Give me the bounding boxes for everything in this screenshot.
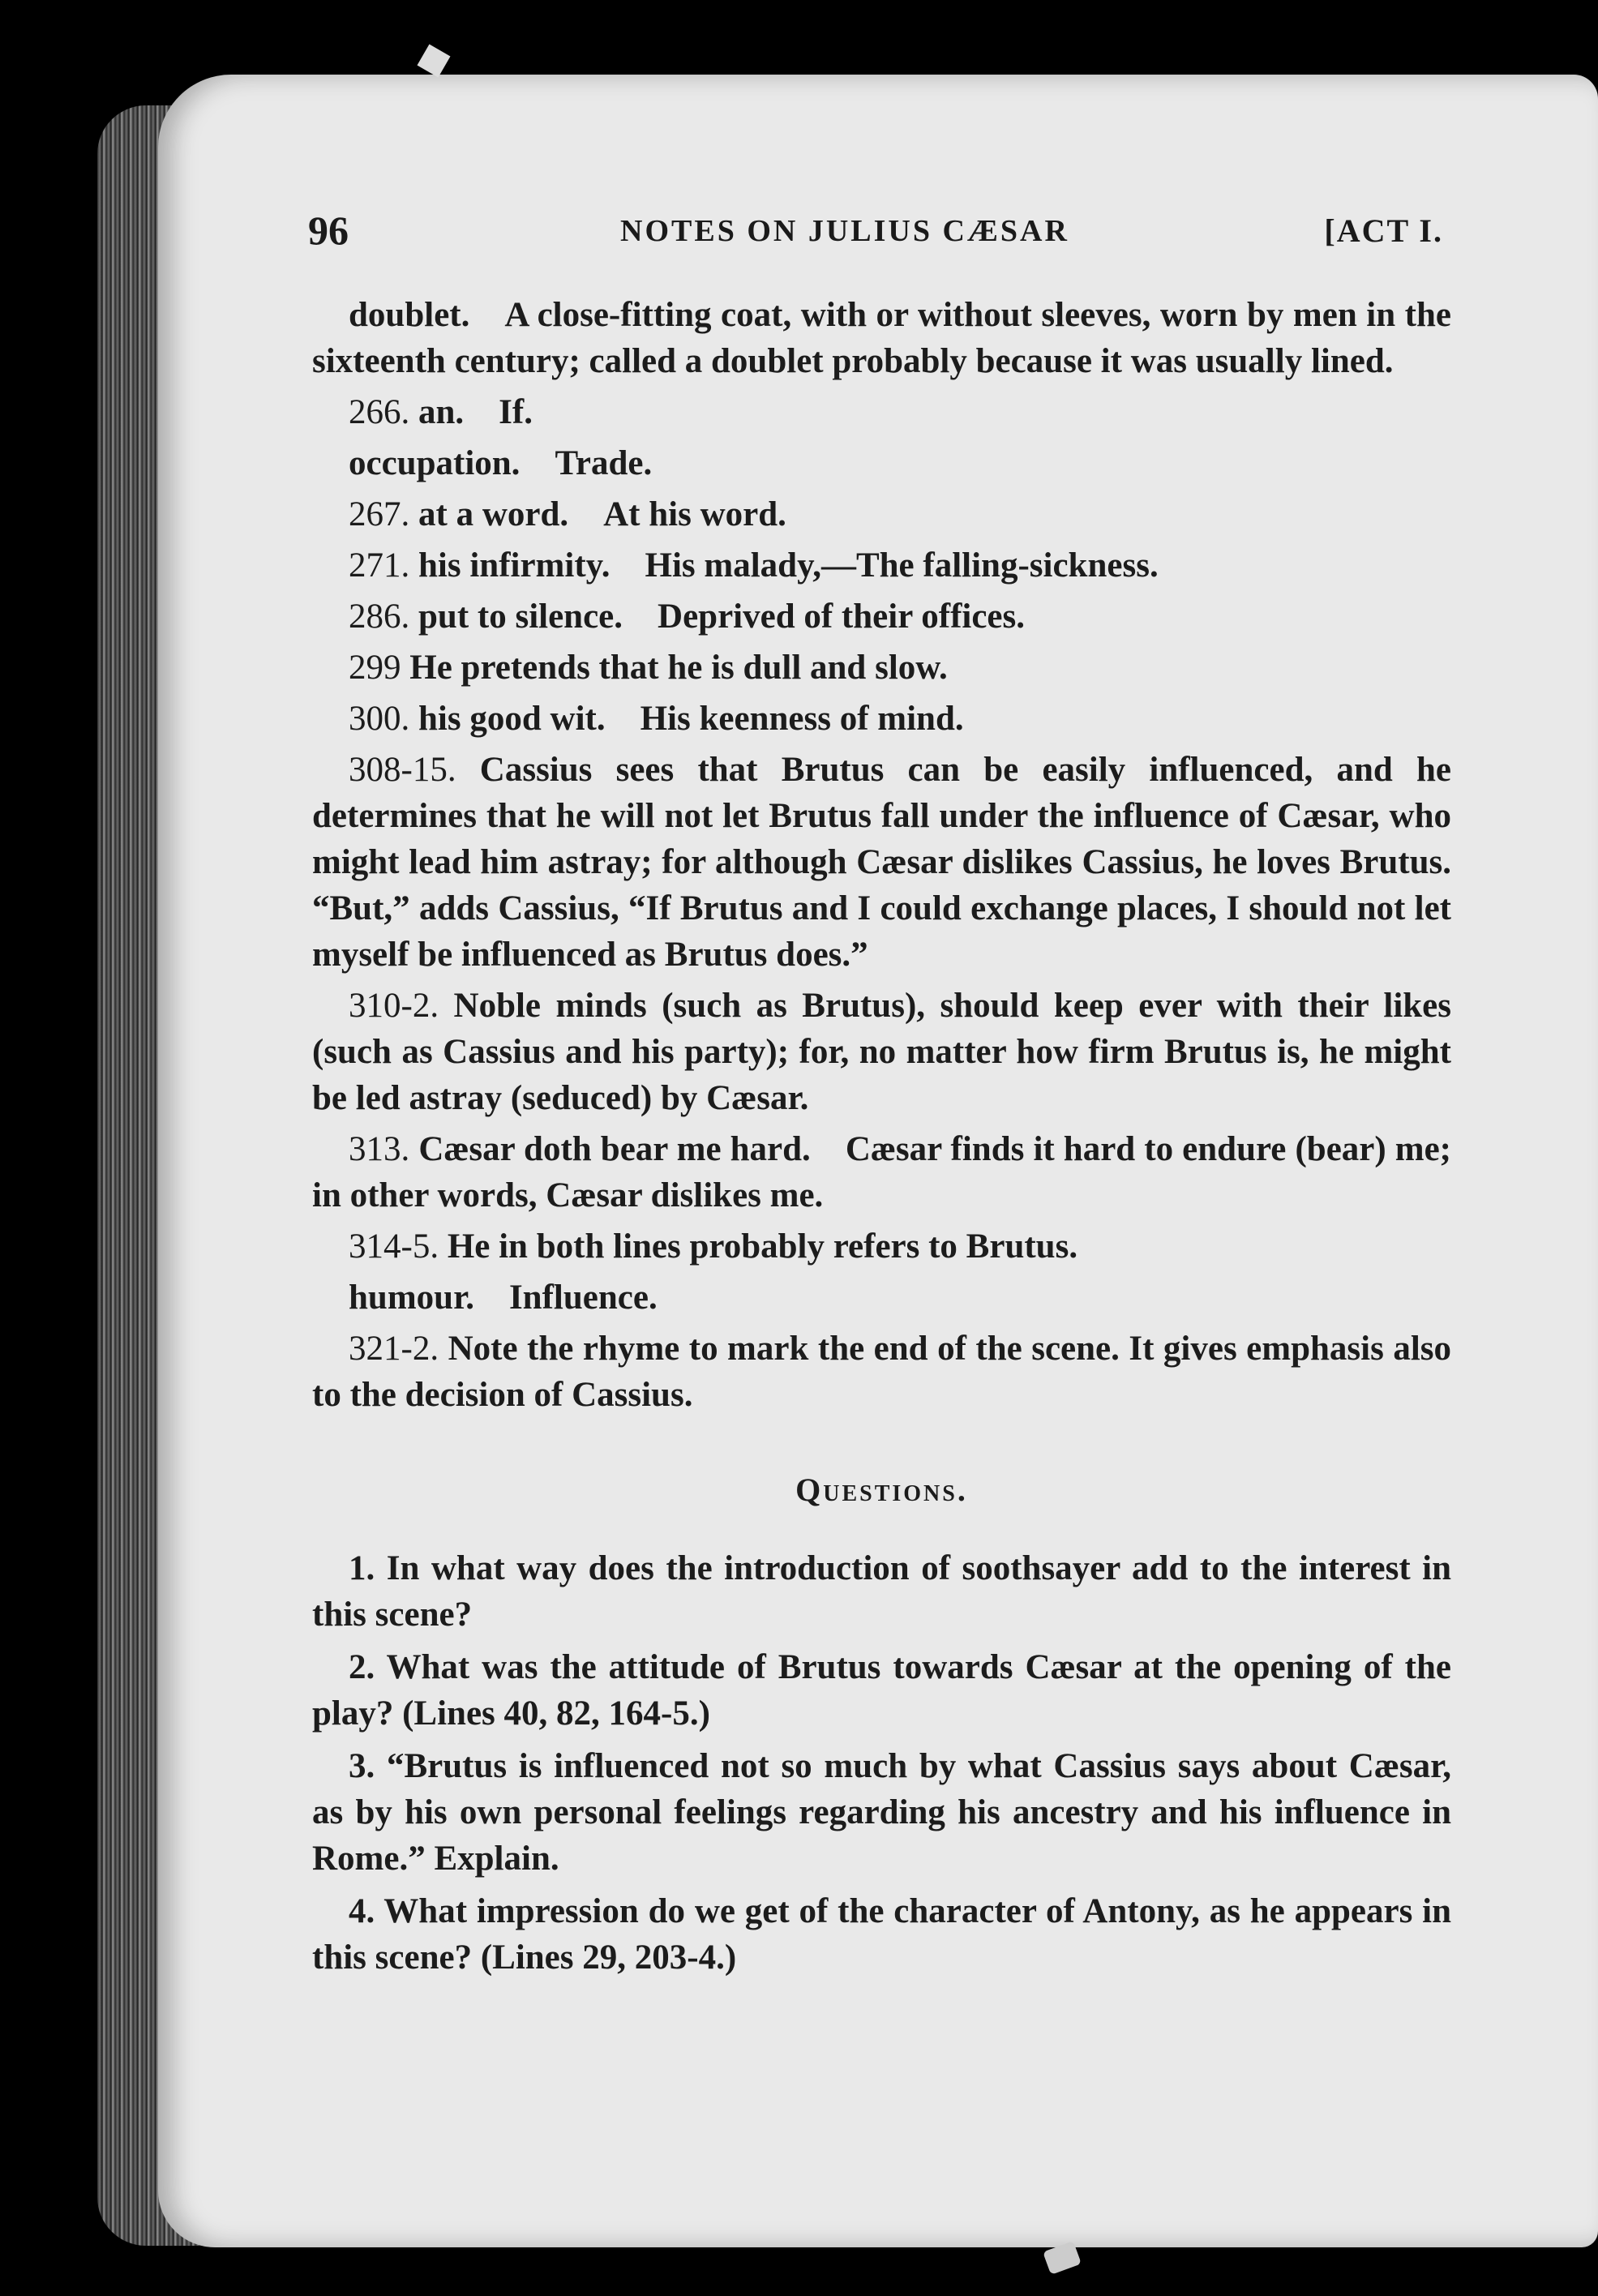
note-gloss: At his word. xyxy=(603,495,786,533)
note-lemma: at a word. xyxy=(418,495,604,533)
notes-body xyxy=(312,292,1451,1987)
running-head xyxy=(308,207,1443,263)
note-line-number: 300. xyxy=(349,700,418,738)
page-title: NOTES ON JULIUS CÆSAR xyxy=(620,214,1069,248)
note-line-number: 267. xyxy=(349,495,418,533)
question-item: 3. “Brutus is influenced not so much by what Cassius says about Cæsar, as by his own personal feelings regarding his ancestry and his influence in Rome.” Explain. xyxy=(312,1747,1451,1878)
note-entry xyxy=(312,747,1451,978)
note-lemma: occupation. xyxy=(349,444,555,482)
note-gloss: Influence. xyxy=(508,1279,658,1317)
note-entry xyxy=(312,645,1451,691)
page-fold-mark xyxy=(418,45,451,78)
note-lemma: humour. xyxy=(349,1279,509,1317)
act-label: [ACT I. xyxy=(1324,212,1443,249)
question-item: 2. What was the attitude of Brutus towards Cæsar at the opening of the play? (Lines 40, 82, 164-5.) xyxy=(312,1648,1451,1733)
note-gloss: Noble minds (such as Brutus), should keep ever with their likes (such as Cassius and his party); for, no matter how firm Brutus is, he might be led astray (seduced) by Cæsar. xyxy=(312,987,1451,1117)
questions-heading: Questions. xyxy=(795,1471,968,1508)
note-line-number: 313. xyxy=(349,1130,419,1168)
questions-list xyxy=(312,1545,1451,1981)
note-gloss: He pretends that he is dull and slow. xyxy=(409,649,948,687)
note-entry xyxy=(312,1126,1451,1219)
note-entry xyxy=(312,696,1451,742)
question-item: 1. In what way does the introduction of soothsayer add to the interest in this scene? xyxy=(312,1549,1451,1634)
note-gloss: Deprived of their offices. xyxy=(658,598,1026,636)
notes-list xyxy=(312,292,1451,1418)
note-lemma: put to silence. xyxy=(418,598,658,636)
note-entry xyxy=(312,1274,1451,1321)
note-entry xyxy=(312,292,1451,384)
note-gloss: He in both lines probably refers to Brutus. xyxy=(447,1227,1078,1266)
note-gloss: His keenness of mind. xyxy=(640,700,964,738)
note-line-number: 314-5. xyxy=(349,1227,448,1266)
note-lemma: an. xyxy=(418,393,499,431)
note-entry xyxy=(312,593,1451,640)
note-gloss: If. xyxy=(499,393,533,431)
note-line-number: 308-15. xyxy=(349,751,480,789)
page-number: 96 xyxy=(308,208,349,253)
note-line-number: 310-2. xyxy=(349,987,454,1025)
note-line-number: 321-2. xyxy=(349,1330,448,1368)
note-entry xyxy=(312,389,1451,435)
question-item: 4. What impression do we get of the character of Antony, as he appears in this scene? (Lines 29, 203-4.) xyxy=(312,1892,1451,1977)
note-gloss: Note the rhyme to mark the end of the scene. It gives emphasis also to the decision of Cassius. xyxy=(312,1330,1452,1414)
note-gloss: Trade. xyxy=(555,444,653,482)
note-gloss: A close-fitting coat, with or without sleeves, worn by men in the sixteenth century; called a doublet probably because it was usually lined. xyxy=(312,296,1451,380)
note-entry xyxy=(312,542,1451,589)
note-line-number: 271. xyxy=(349,546,418,585)
note-entry xyxy=(312,440,1451,486)
note-lemma: his good wit. xyxy=(418,700,640,738)
note-entry xyxy=(312,983,1451,1121)
note-entry xyxy=(312,1223,1451,1270)
note-lemma: his infirmity. xyxy=(418,546,645,585)
note-line-number: 299 xyxy=(349,649,410,687)
note-gloss: His malady,—The falling-sickness. xyxy=(645,546,1159,585)
note-line-number: 266. xyxy=(349,393,418,431)
note-gloss: Cassius sees that Brutus can be easily influenced, and he determines that he will not let Brutus fall under the influence of Cæsar, who might lead him astray; for although Cæsar dislikes Cassius, he loves Brutus. “But,” adds Cassius, “If Brutus and I could exchange places, I should not let myself be influenced as Brutus does.” xyxy=(312,751,1451,974)
note-line-number: 286. xyxy=(349,598,418,636)
note-gloss: Cæsar finds it hard to endure (bear) me; in other words, Cæsar dislikes me. xyxy=(312,1130,1451,1214)
note-entry xyxy=(312,491,1451,538)
note-entry xyxy=(312,1326,1451,1418)
note-lemma: doublet. xyxy=(349,296,505,334)
note-lemma: Cæsar doth bear me hard. xyxy=(418,1130,846,1168)
